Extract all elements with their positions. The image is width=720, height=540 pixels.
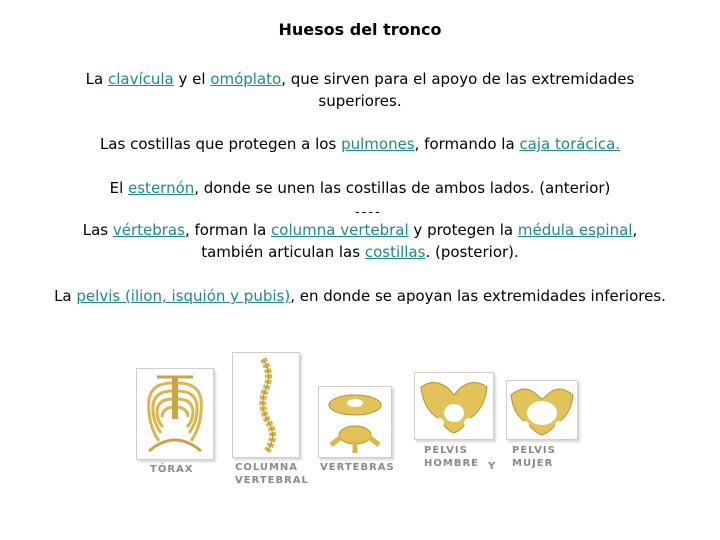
ribcage-icon bbox=[137, 369, 213, 459]
text: . (posterior). bbox=[425, 243, 519, 261]
caption-vertebras: VERTEBRAS bbox=[320, 462, 395, 473]
caption-pelvis-hombre bbox=[424, 444, 479, 470]
caption-y: Y bbox=[488, 461, 497, 472]
link-caja-toracica[interactable]: caja torácica. bbox=[519, 135, 621, 153]
text: , formando la bbox=[414, 135, 520, 153]
link-omoplato[interactable]: omóplato bbox=[210, 70, 282, 88]
link-costillas[interactable]: costillas bbox=[364, 243, 426, 261]
torax-image[interactable] bbox=[136, 368, 214, 460]
pelvis-mujer-image[interactable] bbox=[506, 380, 578, 440]
text: , en donde se apoyan las extremidades inferiores. bbox=[290, 287, 666, 305]
text: , también articulan las bbox=[201, 221, 638, 261]
link-pelvis[interactable]: pelvis (ilion, isquión y pubis) bbox=[76, 287, 291, 305]
paragraph-esternon bbox=[40, 177, 680, 199]
paragraph-clavicula bbox=[60, 68, 660, 112]
link-medula-espinal[interactable]: médula espinal bbox=[517, 221, 633, 239]
caption-line: MUJER bbox=[512, 458, 554, 469]
text: , forman la bbox=[184, 221, 272, 239]
vertebras-image[interactable] bbox=[318, 386, 392, 458]
link-columna-vertebral[interactable]: columna vertebral bbox=[271, 221, 409, 239]
separator: ---- bbox=[355, 205, 382, 220]
page-title: Huesos del tronco bbox=[278, 20, 442, 39]
caption-line: VERTEBRAL bbox=[235, 475, 309, 486]
caption-torax: TÓRAX bbox=[150, 464, 194, 475]
link-vertebras[interactable]: vértebras bbox=[112, 221, 185, 239]
pelvis-hombre-image[interactable] bbox=[414, 372, 494, 440]
pelvis-male-icon bbox=[415, 373, 493, 439]
paragraph-vertebras bbox=[60, 219, 660, 263]
caption-pelvis-mujer bbox=[512, 444, 556, 470]
caption-line: COLUMNA bbox=[235, 462, 299, 473]
paragraph-costillas bbox=[40, 133, 680, 155]
text: Las bbox=[82, 221, 113, 239]
text: y el bbox=[173, 70, 211, 88]
paragraph-pelvis bbox=[50, 285, 670, 307]
text: , que sirven para el apoyo de las extremidades superiores. bbox=[281, 70, 635, 110]
text: , donde se unen las costillas de ambos lados. (anterior) bbox=[194, 179, 611, 197]
caption-line: HOMBRE bbox=[424, 458, 479, 469]
caption-line: PELVIS bbox=[512, 445, 556, 456]
text: y protegen la bbox=[408, 221, 518, 239]
caption-columna bbox=[235, 461, 309, 487]
text: El bbox=[109, 179, 129, 197]
pelvis-female-icon bbox=[507, 381, 577, 439]
link-clavicula[interactable]: clavícula bbox=[107, 70, 174, 88]
text: La bbox=[85, 70, 108, 88]
vertebra-icon bbox=[319, 387, 391, 457]
link-pulmones[interactable]: pulmones bbox=[341, 135, 415, 153]
text: Las costillas que protegen a los bbox=[99, 135, 342, 153]
caption-line: PELVIS bbox=[424, 445, 468, 456]
spine-icon bbox=[233, 353, 299, 457]
link-esternon[interactable]: esternón bbox=[128, 179, 195, 197]
text: La bbox=[54, 287, 77, 305]
columna-image[interactable] bbox=[232, 352, 300, 458]
